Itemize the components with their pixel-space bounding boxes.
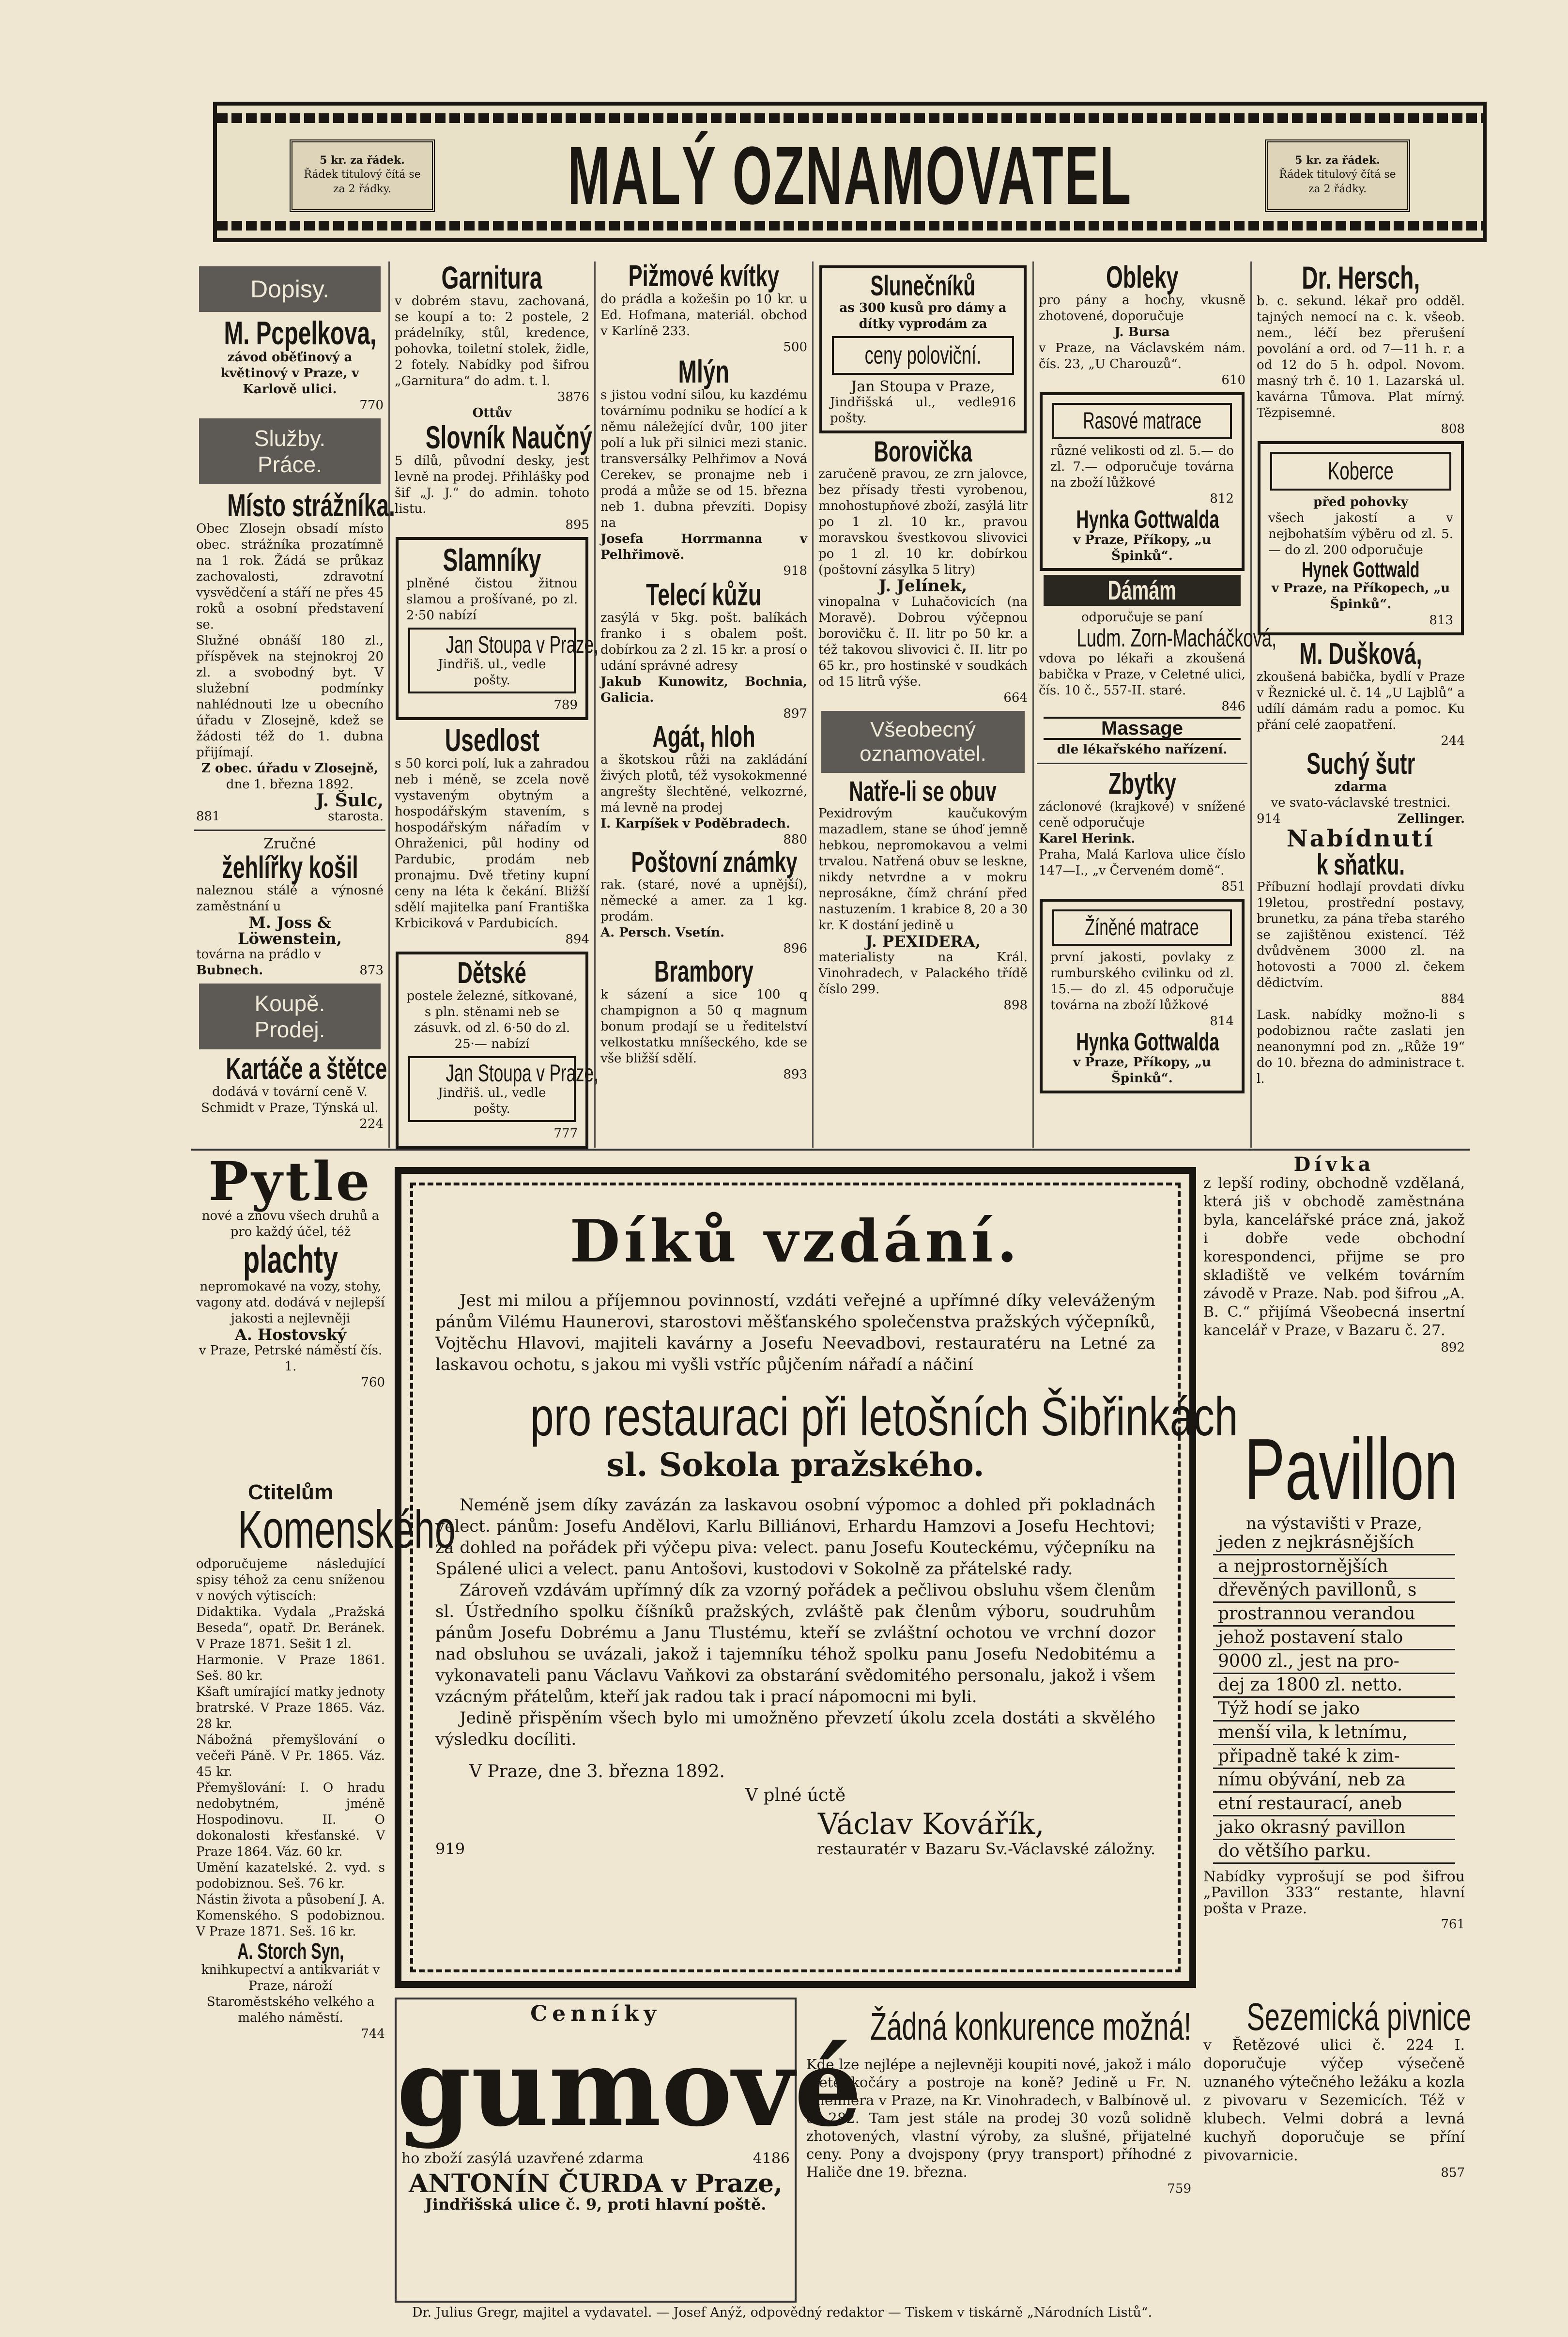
- column-3: [596, 261, 814, 1148]
- ad-title: Zbytky: [1108, 767, 1176, 800]
- ad-text: Příbuzní hodlají provdati dívku 19letou, prostřední postavy, brunetku, za pána třeba starého se zajištěnou existencí. Též dvůdvěnem 3000 zl. na hotovosti a 7000 zl. čekem dědictvím.: [1257, 880, 1465, 990]
- ad-text: vdova po lékaři a zkoušená babička v Praze, v Celetné ulici, čís. 10 č., 557-II. staré.: [1039, 651, 1245, 698]
- ad-title: žehlířky košil: [221, 850, 358, 885]
- boxed-ad: [396, 537, 599, 720]
- book-item: Přemyšlování: I. O hradu nedobytném, jméně Hospodinovu. II. O dokonalosti křesťanské. V Praze 1864. Váz. 60 kr.: [196, 1781, 385, 1859]
- ad-pavillon: [1199, 1421, 1470, 1990]
- column-1: [191, 261, 395, 1148]
- column-6: [1252, 261, 1470, 1148]
- price-line: 5 kr. za řádek.: [1295, 154, 1380, 167]
- ad-title: Usedlost: [445, 722, 539, 758]
- ad-konkurence: [801, 1998, 1196, 2303]
- ad-firm: Hynka Gottwalda: [1076, 506, 1219, 534]
- ad-title: Slovník Naučný: [425, 419, 592, 455]
- ad-text: vinopalna v Luhačovicích (na Moravě). Dobrou výčepnou borovičku č. II. litr po 50 kr. a též takovou slivovici č. II. litr po 65 kr., pro hostinské v soudkách od 15 litrů výše.: [818, 595, 1028, 689]
- ad-address: Jindřišská ulice č. 9, proti hlavní poště.: [425, 2195, 767, 2214]
- price-line: 5 kr. za řádek.: [320, 154, 405, 167]
- ad-title: Massage: [1044, 717, 1241, 740]
- ad-firm: ANTONÍN ČURDA v Praze,: [408, 2169, 783, 2199]
- ad-firm: A. Storch Syn,: [237, 1938, 344, 1964]
- section-label: Služby.: [254, 426, 326, 451]
- pavillon-line: jehož postavení stalo: [1213, 1627, 1455, 1650]
- ad-signature: J. Šulc,: [316, 790, 384, 811]
- ad-title: Agát, hloh: [652, 720, 755, 753]
- ad-text: závod oběťinový a květinový v Praze, v Karlově ulici.: [220, 350, 359, 397]
- ad-number: 4186: [753, 2150, 790, 2167]
- ad-firm: A. Persch. Vsetín.: [600, 925, 725, 940]
- ad-title: Mlýn: [678, 354, 730, 389]
- ad-number: 918: [783, 564, 807, 578]
- ad-number: 812: [1210, 492, 1234, 506]
- ad-footer: [397, 2151, 795, 2167]
- ad-number: 789: [553, 698, 578, 712]
- ad-number: 777: [553, 1126, 578, 1141]
- thanks-title: Díků vzdání.: [569, 1207, 1021, 1276]
- thanks-paragraph: Neméně jsem díky zavázán za laskavou osobní výpomoc a dohled při pokladnách velect. pánům: Josefu Andělovi, Karlu Billiánovi, Erhardu Hamzovi a Josefu Hechtovi; za dohled na pořádek při výčepu piva: velect. panu Josefu Kouteckému, výčepníku na Spálené ulici a velect. panu Antošovi, kustodovi v Sokolně za přátelské rady.: [435, 1495, 1155, 1579]
- pavillon-line: a nejprostornějších: [1213, 1555, 1455, 1579]
- ad-number: 893: [783, 1067, 807, 1082]
- thanks-footer: [430, 1841, 1160, 1857]
- ad-firm: J. PEXIDERA,: [865, 932, 981, 951]
- ad-text: odporučujeme následující spisy téhož za cenu sníženou v nových výtiscích:: [196, 1557, 385, 1603]
- ad-footer: [191, 809, 388, 825]
- ad-firm: Karel Herink.: [1039, 831, 1136, 846]
- masthead: [213, 102, 1487, 242]
- ad-title: Slunečníků: [870, 270, 976, 302]
- ad-firm: Jan Stoupa v Praze,: [446, 631, 599, 658]
- boxed-ad: [396, 952, 599, 1149]
- ad-title: Koberce: [1270, 452, 1451, 491]
- ad-number: 846: [1221, 699, 1245, 714]
- ad-text: do prádla a kožešin po 10 kr. u Ed. Hofmana, materiál. obchod v Karlíně 233.: [600, 292, 807, 338]
- ad-text: materialisty na Král. Vinohradech, v Palackého třídě číslo 299.: [818, 950, 1028, 997]
- ad-text: všech jakostí a v nejbohatším výběru od zl. 5.— do zl. 200 odporučuje: [1268, 511, 1453, 557]
- ad-text: první jakosti, povlaky z rumburského cvilinku od zl. 15.— do zl. 45 odporučuje továrna na zboží lůžkové: [1050, 950, 1234, 1013]
- ad-number: 770: [359, 398, 384, 413]
- ad-firm: Hynka Gottwalda: [1076, 1028, 1219, 1056]
- ad-number: 895: [565, 518, 589, 532]
- ad-firm-box: [408, 628, 599, 693]
- ad-sign: dne 1. března 1892.: [226, 777, 354, 792]
- ad-text: továrna na prádlo v: [196, 947, 321, 962]
- ad-title: Dr. Hersch,: [1302, 260, 1420, 295]
- ad-text: pro pány a hochy, vkusně zhotovené, doporučuje: [1039, 293, 1245, 323]
- ad-kicker: Zručné: [263, 835, 316, 852]
- ad-text: záclonové (krajkové) v snížené ceně odporučuje: [1039, 800, 1245, 830]
- ad-number: 892: [1441, 1340, 1465, 1355]
- ad-title: Slamníky: [443, 542, 541, 578]
- ad-title: Žíněné matrace: [1052, 909, 1232, 946]
- section-koupe: [199, 984, 381, 1049]
- ad-firm: I. Karpíšek v Poděbradech.: [600, 816, 791, 831]
- ad-sign: Z obec. úřadu v Zlosejně,: [201, 761, 379, 776]
- thanks-body: [430, 1203, 1238, 1957]
- ad-text: na výstavišti v Praze,: [1246, 1514, 1422, 1533]
- ad-text: v dobrém stavu, zachovaná, se koupí a to: 2 postele, 2 prádelníky, stůl, kredence, pohovka, toiletní stolek, židle, 2 fotely. Nabídky pod šifrou „Garnitura“ do adm. t. l.: [395, 294, 589, 388]
- ad-text: Lask. nabídky možno-li s podobiznou račte zaslati jen neanonymní pod zn. „Růže 19“ do 10. března do administrace t. l.: [1257, 1008, 1465, 1086]
- divider: [194, 830, 385, 831]
- ad-firm: Hynek Gottwald: [1302, 557, 1420, 582]
- ad-text: dodává v tovární ceně V. Schmidt v Praze, Týnská ul.: [201, 1085, 379, 1115]
- ad-number: 916: [992, 395, 1016, 410]
- ad-title: Natře-li se obuv: [849, 776, 997, 807]
- boxed-ad: [1040, 392, 1245, 571]
- masthead-title: MALÝ OZNAMOVATEL: [568, 130, 1132, 222]
- pavillon-line: etní restaurací, aneb: [1213, 1793, 1455, 1816]
- ad-text: zasýlá v 5kg. pošt. balíkách franko i s obalem pošt. dobírkou za 2 zl. 15 kr. a prosí o udání správné adresy: [600, 611, 807, 673]
- ad-number: 894: [565, 932, 589, 947]
- ad-text: ve svato-václavské trestnici.: [1271, 796, 1451, 810]
- divider: [1037, 763, 1247, 764]
- ad-title: Rasové matrace: [1052, 403, 1232, 439]
- ad-text: nepromokavé na vozy, stohy, vagony atd. dodává v nejlepší jakosti a nejlevněji: [196, 1279, 385, 1326]
- ad-title: Brambory: [654, 955, 754, 988]
- ad-number: 851: [1221, 879, 1245, 894]
- ad-number: 919: [435, 1840, 465, 1858]
- price-line: Řádek titulový čítá se: [1279, 169, 1396, 181]
- ad-number: 744: [361, 2027, 385, 2041]
- ad-title: Poštovní známky: [631, 846, 798, 878]
- ad-title: Obleky: [1106, 260, 1179, 294]
- ad-address: v Praze, Petrské náměstí čís. 1.: [199, 1343, 383, 1374]
- ad-address: v Praze, na Příkopech, „u Špinků“.: [1271, 581, 1450, 612]
- thanks-role: restauratér v Bazaru Sv.-Václavské záložny.: [817, 1840, 1155, 1858]
- section-label: Práce.: [258, 452, 322, 477]
- ad-text: Nabídky vyprošují se pod šifrou „Pavillon 333“ restante, hlavní pošta v Praze.: [1203, 1868, 1465, 1917]
- ad-address: Jindřišská ul., vedle pošty.: [830, 395, 992, 426]
- ad-text: rak. (staré, nové a upnější), německé a amer. za 1 kg. prodám.: [600, 877, 807, 924]
- ad-kicker: Cenníky: [530, 2001, 661, 2026]
- book-item: Harmonie. V Praze 1861. Seš. 80 kr.: [196, 1653, 385, 1683]
- ad-text: 5 dílů, původní desky, jest levně na prodej. Přihlášky pod šif „J. J.“ do admin. tohoto listu.: [395, 454, 589, 516]
- ad-address: v Praze, Příkopy, „u Špinků“.: [1073, 1055, 1211, 1086]
- ad-address: Jindřiš. ul., vedle pošty.: [438, 1086, 546, 1116]
- section-dopisy: Dopisy.: [199, 266, 381, 312]
- ad-number: 897: [783, 707, 807, 721]
- ad-firm: Jan Stoupa v Praze,: [851, 378, 995, 395]
- ad-number: 224: [359, 1117, 384, 1131]
- ad-text: postele železné, sítkované, s pln. stěnami neb se zásuvk. od zl. 6·50 do zl. 25·— nabízí: [406, 989, 578, 1051]
- pavillon-line: menší vila, k letnímu,: [1213, 1722, 1455, 1745]
- ad-number: 873: [359, 963, 384, 978]
- ad-number: 896: [783, 941, 807, 956]
- pavillon-line: nímu obývání, neb za: [1213, 1769, 1455, 1793]
- pavillon-line: jeden z nejkrásnějších: [1213, 1532, 1455, 1555]
- ad-text: Obec Zlosejn obsadí místo obec. strážníka prozatímně na 1 rok. Žádá se průkaz zachovalosti, zdravotní vysvědčení a stáří ne přes 45 roků a osobní představení se.: [196, 522, 384, 632]
- masthead-price-box-left: [290, 139, 435, 212]
- ad-title: Žádná konkurence možná!: [870, 2005, 1192, 2048]
- column-4: [814, 261, 1034, 1148]
- thanks-regards: V plné úctě: [745, 1785, 846, 1805]
- ad-text: v Praze, na Václavském nám. čís. 23, „U Charouzů“.: [1039, 341, 1245, 371]
- pavillon-line: prostrannou verandou: [1213, 1603, 1455, 1627]
- ad-number: 500: [783, 340, 807, 354]
- ad-number: 814: [1210, 1014, 1234, 1029]
- section-divider: [191, 1149, 1470, 1151]
- ad-kicker: Dívka: [1293, 1153, 1375, 1176]
- ad-title: M. Pcpelkova,: [224, 315, 377, 352]
- thanks-notice: [395, 1167, 1238, 1988]
- ad-subtitle: zdarma: [1335, 780, 1387, 794]
- ad-number: 760: [361, 1375, 385, 1390]
- ad-title: Suchý šutr: [1306, 747, 1415, 781]
- ad-number: 880: [783, 832, 807, 847]
- ad-title: Komenského: [238, 1500, 456, 1559]
- ad-footer: [825, 395, 1021, 427]
- ad-text: ho zboží zasýlá uzavřené zdarma: [401, 2150, 644, 2167]
- ad-cenniky: [395, 1998, 862, 2303]
- section-label: oznamovatel.: [860, 742, 986, 766]
- ad-text: odporučuje se paní: [1081, 610, 1203, 625]
- ad-role: starosta.: [328, 809, 384, 824]
- section-label: Koupě.: [254, 991, 325, 1016]
- section-vseobecny: [821, 711, 1025, 773]
- ad-kicker: Ottův: [472, 406, 512, 420]
- thanks-paragraph: Zároveň vzdávám upřímný dík za vzorný pořádek a pečlivou obsluhu všem členům sl. Ústředního spolku číšníků pražských, zvláště pak členům výboru, soudruhům pánům Josefu Dobrému a Janu Tlustému, kteří se zvláštní ochotou ve vrchní dozor nad obsluhou se uvázali, jakož i tajemníku téhož spolku panu Josefu Nedobitému a vykonavateli panu Václavu Vaňkovi za obstarání svědomitého personalu, jakož i všem vzácným přátelům, kteří jak radou tak i prací nápomocni mi byli.: [435, 1581, 1155, 1707]
- ad-number: 610: [1221, 373, 1245, 387]
- ad-title: Místo strážníka.: [227, 487, 395, 523]
- ad-firm: J. Jelínek,: [878, 576, 968, 596]
- ad-text: dle lékařského nařízení.: [1057, 742, 1228, 757]
- ad-text: Pexidrovým kaučukovým mazadlem, stane se úhoď jemně hebkou, nepromokavou a velmi trvalou. Natřená obuv se leskne, nikdy netvrdne a v mokru neprosákne, čímž chrání před nastuzením. 1 krabice 8, 20 a 30 kr. K dostání jedině u: [818, 806, 1028, 933]
- ad-firm-box: [408, 1056, 599, 1122]
- ad-text: plněné čistou žitnou slamou a prošívané, po zl. 2·50 nabízí: [406, 576, 578, 623]
- ad-text: s jistou vodní silou, ku kazdému továrnímu podniku se hodící a k němu náležející dvůr, 100 jiter polí a luk při silnici mezi stanic. transversálky Pelhřimov a Nová Cerekev, se pronajme neb i prodá a může se od 15. března neb 1. dubna převzíti. Dopisy na: [600, 388, 807, 530]
- ad-text: b. c. sekund. lékař pro odděl. tajných nemocí na c. k. všeob. nem., léčí bez přerušení povolání a ord. od 7—11 h. r. a od 12 do 5 h. odpol. Novom. masný trh č. 10 1. Lazarská ul. kavárna Tůmova. Plat mírný. Tězpisemné.: [1257, 294, 1465, 420]
- ad-firm: Ludm. Zorn-Macháčková,: [1076, 624, 1277, 652]
- ad-number: 244: [1441, 734, 1465, 748]
- ad-sezemicka: [1199, 1995, 1472, 2303]
- ad-title: k sňatku.: [1316, 848, 1405, 881]
- ad-address: Jindřiš. ul., vedle pošty.: [438, 657, 546, 688]
- ad-title: Dětské: [457, 956, 527, 990]
- ad-number: 914: [1257, 812, 1281, 826]
- ad-text: k sázení a sice 100 q champignon a 50 q magnum bonum prodají se u ředitelství velkostatku mníšeckého, kde se vše bližší sdělí.: [600, 987, 807, 1066]
- thanks-paragraph: Jest mi milou a příjemnou povinností, vzdáti veřejné a upřímné díky veleváženým pánům Vilému Haunerovi, starostovi měšťanského společenstva pražských výčepníků, Vojtěchu Hlavovi, majiteli kavárny a Josefu Neevadbovi, restauratéru na Letné za laskavou ochotu, s jakou mi vyšli vstříc půjčením nářadí a náčiní: [435, 1291, 1155, 1374]
- thanks-date: V Praze, dne 3. března 1892.: [469, 1762, 725, 1782]
- ad-text: Praha, Malá Karlova ulice číslo 147—I., „v Červeném domě“.: [1039, 847, 1245, 878]
- book-item: Didaktika. Vydala „Pražská Beseda“, opatř. Dr. Beránek. V Praze 1871. Sešit 1 zl.: [196, 1605, 385, 1651]
- ad-subtitle: před pohovky: [1313, 495, 1408, 509]
- pavillon-lines: [1199, 1532, 1470, 1864]
- ad-title: Sezemická pivnice: [1246, 1995, 1472, 2038]
- pavillon-line: Týž hodí se jako: [1213, 1698, 1455, 1722]
- price-line: za 2 řádky.: [333, 183, 392, 195]
- pavillon-line: dřevěných pavillonů, s: [1213, 1579, 1455, 1603]
- pavillon-line: jako okrasný pavillon: [1213, 1816, 1455, 1840]
- book-item: Nábožná přemyšlování o večeři Páně. V Pr. 1865. Váz. 45 kr.: [196, 1733, 385, 1779]
- ad-text: knihkupectví a antikvariát v Praze, nároží Staroměstského velkého a malého náměstí.: [201, 1963, 380, 2025]
- section-label: Všeobecný: [870, 718, 976, 741]
- pavillon-line: 9000 zl., jest na pro-: [1213, 1650, 1455, 1674]
- column-2: [390, 260, 599, 1148]
- ad-place: Bubnech.: [196, 963, 263, 978]
- ad-text: z lepší rodiny, obchodně vzdělaná, která jiš v obchodě zaměstnána byla, kancelářské práce zná, jakož i dobře vede obchodní korespondenci, přijme se pro skladiště ve velkém továrním závodě v Praze. Nab. pod šifrou „A. B. C.“ přijímá Všeobecná insertní kancelář v Praze, v Bazaru č. 27.: [1203, 1175, 1465, 1339]
- ad-title: M. Dušková,: [1299, 637, 1422, 671]
- thanks-sokol: sl. Sokola pražského.: [606, 1446, 984, 1484]
- ad-title: Pytle: [208, 1150, 373, 1213]
- ad-number: 759: [1167, 2182, 1191, 2196]
- imprint-footer: Dr. Julius Gregr, majitel a vydavatel. — Josef Anýž, odpovědný redaktor — Tiskem v tiskárně „Národních Listů“.: [412, 2305, 1153, 2320]
- ad-text: Kde lze nejlépe a nejlevněji koupiti nové, jakož i málo ojeté kočáry a postroje na koně? Jedině u Fr. N. Theimera v Praze, na Kr. Vinohradech, v Balbínově ul. č. 282. Tam jest stále na prodej 30 vozů solidně zhotovených, vlastní výroby, za slušné, přijatelné ceny. Pony a dvojspony (pryy transport) příhodné z Haliče dne 19. března.: [806, 2056, 1191, 2180]
- ad-kicker: Ctitelům: [248, 1480, 333, 1504]
- ad-text: Služné obnáší 180 zl., příspěvek na stejnokroj 20 zl. a svobodný byt. V služební podmínky nahlédnouti lze u obecního úřadu v Zlosejně, kdež se žádosti též do 1. dubna přijímají.: [196, 633, 384, 760]
- ad-title: Borovička: [874, 435, 972, 468]
- ad-firm: Jakub Kunowitz, Bochnia, Galicia.: [600, 675, 807, 705]
- pavillon-line: dej za 1800 zl. netto.: [1213, 1674, 1455, 1698]
- ad-title: gumové: [397, 2025, 862, 2150]
- ad-text: naleznou stálé a výnosné zaměstnání u: [196, 883, 384, 914]
- ad-text: as 300 kusů pro dámy a dítky vyprodám za: [839, 301, 1007, 331]
- book-item: Kšaft umírající matky jednoty bratrské. V Praze 1865. Váz. 28 kr.: [196, 1685, 385, 1731]
- ad-text: zaručeně pravou, ze zrn jalovce, bez přísady třesti vyrobenou, mnohostupňové zboží, zasýlá litr po 1 zl. 10 kr., pravou moravskou švestkovou slivovici po 1 zl. 10 kr. dobírkou (poštovní zásylka 5 litry): [818, 467, 1028, 577]
- ad-title: Pavillon: [1244, 1421, 1458, 1518]
- ad-number: 813: [1429, 613, 1453, 628]
- pavillon-line: připadně také k zim-: [1213, 1745, 1455, 1769]
- boxed-ad: [819, 265, 1027, 433]
- ad-firm: Josefa Horrmanna v Pelhřimově.: [600, 532, 807, 562]
- ad-number: 3876: [557, 390, 589, 404]
- ad-number: 898: [1003, 998, 1028, 1013]
- section-label: Prodej.: [254, 1017, 325, 1042]
- ad-title: Garnitura: [442, 260, 542, 295]
- ad-firm: M. Joss & Löwenstein,: [238, 913, 342, 948]
- ad-text: zkoušená babička, bydlí v Praze v Řeznické ul. č. 14 „U Lajblů“ a udílí dámám radu a pomoc. Ku přání celé zaopatření.: [1257, 670, 1465, 732]
- ad-firm: J. Bursa: [1114, 325, 1170, 339]
- ad-footer: [191, 963, 388, 979]
- thanks-highlight: pro restauraci při letošních Šibřinkách: [530, 1386, 1238, 1447]
- price-line: Řádek titulový čítá se: [304, 169, 421, 181]
- ad-number: 761: [1441, 1917, 1465, 1932]
- ad-pytle: [191, 1150, 390, 1397]
- ad-title: Pižmové kvítky: [628, 260, 780, 293]
- ad-highlight: ceny poloviční.: [832, 336, 1014, 375]
- boxed-ad: [1040, 899, 1245, 1093]
- ad-text: v Řetězové ulici č. 224 I. doporučuje výčep výsečeně uznaného výtečného ležáku a kozla z pivovaru v Sezemicích. Též v klubech. Velmi dobrá a levná kuchyň doporučuje se příní pivovarnicie.: [1203, 2037, 1465, 2164]
- ad-address: v Praze, Příkopy, „u Špinků“.: [1073, 533, 1211, 563]
- ad-text: nové a znovu všech druhů a pro každý účel, též: [201, 1209, 380, 1239]
- ad-title: Nabídnutí: [1286, 825, 1435, 852]
- ad-title: Dámám: [1044, 575, 1241, 606]
- ad-number: 881: [196, 809, 220, 824]
- ad-number: 664: [1003, 691, 1028, 705]
- ad-number: 884: [1441, 992, 1465, 1006]
- masthead-ornament-top: [217, 113, 1483, 123]
- book-item: Umění kazatelské. 2. vyd. s podobiznou. Seš. 76 kr.: [196, 1860, 385, 1891]
- pavillon-line: do většího parku.: [1213, 1840, 1455, 1864]
- thanks-paragraph: Jedině přispěním všech bylo mi umožněno převzetí úkolu zcela dostáti a skvělého výsledku docíliti.: [435, 1708, 1155, 1749]
- ad-text: s 50 korci polí, luk a zahradou neb i méně, se zcela nově vystaveným obytným a hospodářským stavením, s hospodářským nářadím v Ohraženici, půl hodiny od Pardubic, prodám neb pronajmu. Dvě třetiny kupní ceny na léta k čekání. Bližší sdělí majitelka paní Františka Krbiciková v Pardubicích.: [395, 756, 589, 931]
- ad-firm: Jan Stoupa v Praze,: [446, 1060, 599, 1087]
- ad-text: různé velikosti od zl. 5.— do zl. 7.— odporučuje továrna na zboží lůžkové: [1050, 444, 1234, 490]
- ad-divka: [1199, 1155, 1470, 1407]
- ad-signature: Zellinger.: [1397, 812, 1465, 826]
- boxed-ad: [1258, 441, 1464, 635]
- book-item: Nástin života a působení J. A. Komenského. S podobiznou. V Praze 1871. Seš. 16 kr.: [196, 1892, 385, 1939]
- thanks-name: Václav Kovářík,: [818, 1807, 1045, 1841]
- ad-number: 857: [1441, 2166, 1465, 2180]
- ad-title: Kartáče a štětce: [226, 1052, 387, 1086]
- price-line: za 2 řádky.: [1308, 183, 1367, 195]
- masthead-price-box-right: [1265, 139, 1410, 212]
- ad-title: Telecí kůžu: [646, 577, 762, 612]
- ad-number: 808: [1441, 422, 1465, 436]
- ad-text: a škotskou růži na zakládání živých plotů, též vysokokmenné angrešty šlechtěné, velkozrné, má levně na prodej: [600, 753, 807, 815]
- section-sluzby: [199, 418, 381, 484]
- ad-title: plachty: [243, 1238, 338, 1281]
- ad-firm: A. Hostovský: [234, 1325, 347, 1344]
